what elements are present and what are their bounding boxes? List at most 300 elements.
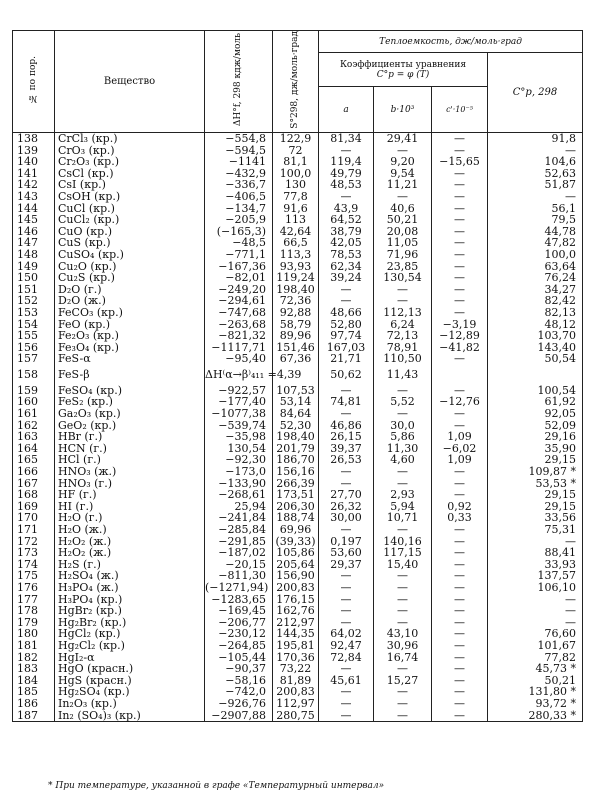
cell-dh: −742,0 [205,686,273,698]
cell-coeff-b: 117,15 [374,547,432,559]
cell-entropy: 113 [273,214,319,226]
cell-coeff-a: 0,197 [319,536,374,548]
cell-number: 162 [13,420,55,432]
cell-entropy: 205,64 [273,559,319,571]
cell-coeff-c: — [432,272,488,284]
cell-cp298: 52,09 [488,420,583,432]
cell-entropy: 52,30 [273,420,319,432]
cell-entropy: 162,76 [273,605,319,617]
col-dh-header: ΔH°f, 298 кдж/моль [205,31,273,133]
cell-cp298: 280,33 * [488,710,583,722]
cell-coeff-c: −3,19 [432,319,488,331]
cell-coeff-c: — [432,686,488,698]
cell-dh: −926,76 [205,698,273,710]
cell-dh: −263,68 [205,319,273,331]
cell-entropy: 188,74 [273,512,319,524]
cell-coeff-c: — [432,133,488,145]
cell-coeff-b: — [374,594,432,606]
cell-cp298: 44,78 [488,226,583,238]
cell-number: 146 [13,226,55,238]
cell-entropy: 89,96 [273,330,319,342]
table-row [13,466,583,478]
cell-coeff-c: 0,92 [432,501,488,513]
cell-coeff-b: 11,21 [374,179,432,191]
cell-dh: 130,54 [205,443,273,455]
cell-coeff-a: 48,53 [319,179,374,191]
cell-coeff-c: — [432,628,488,640]
cell-dh: −90,37 [205,663,273,675]
cell-coeff-c: 1,09 [432,454,488,466]
cell-dh: −406,5 [205,191,273,203]
cell-coeff-b: 130,54 [374,272,432,284]
cell-coeff-a: 92,47 [319,640,374,652]
col-c-header: c'·10⁻⁵ [432,87,488,133]
cell-dh: −1117,71 [205,342,273,354]
cell-coeff-b: 9,20 [374,156,432,168]
cell-substance: CuO (кр.) [55,226,205,238]
cell-substance: GeO₂ (кр.) [55,420,205,432]
cell-substance: HI (г.) [55,501,205,513]
cell-dh: (−1271,94) [205,582,273,594]
cell-coeff-a: 29,37 [319,559,374,571]
cell-dh: −105,44 [205,652,273,664]
cell-dh: −821,32 [205,330,273,342]
cell-coeff-a: — [319,686,374,698]
table-row [13,353,583,365]
cell-cp298: — [488,605,583,617]
cell-coeff-b: — [374,582,432,594]
cell-coeff-b: 16,74 [374,652,432,664]
cell-coeff-c: — [432,226,488,238]
cell-cp298: 29,15 [488,489,583,501]
cell-entropy: 107,53 [273,385,319,397]
cell-coeff-a: 48,66 [319,307,374,319]
cell-number: 140 [13,156,55,168]
cell-dh: −48,5 [205,237,273,249]
cell-cp298: 106,10 [488,582,583,594]
cell-number: 183 [13,663,55,675]
cell-dh: −1283,65 [205,594,273,606]
cell-dh: −771,1 [205,249,273,261]
cell-dh: −2907,88 [205,710,273,722]
cell-coeff-a: 42,05 [319,237,374,249]
cell-substance: CsCl (кр.) [55,168,205,180]
thermo-table-sheet [12,30,582,722]
cell-dh: −206,77 [205,617,273,629]
table-row [13,408,583,420]
table-row [13,640,583,652]
table-header [13,31,583,133]
cell-dh: −133,90 [205,478,273,490]
cell-substance: Cu₂S (кр.) [55,272,205,284]
cell-number: 157 [13,353,55,365]
cell-coeff-b: 11,43 [374,365,432,385]
cell-coeff-b: 4,60 [374,454,432,466]
cell-coeff-a: 167,03 [319,342,374,354]
cell-coeff-b: 110,50 [374,353,432,365]
cell-number: 138 [13,133,55,145]
cell-coeff-c: — [432,353,488,365]
cell-substance: H₂S (г.) [55,559,205,571]
cell-coeff-a: 26,53 [319,454,374,466]
cell-substance: FeS-α [55,353,205,365]
cell-number: 170 [13,512,55,524]
cell-number: 172 [13,536,55,548]
cell-coeff-c: — [432,663,488,675]
col-cp-header: C°p, 298 [488,53,583,133]
cell-number: 145 [13,214,55,226]
cell-substance: CsOH (кр.) [55,191,205,203]
cell-coeff-b: — [374,617,432,629]
cell-substance: CuS (кр.) [55,237,205,249]
cell-cp298: — [488,617,583,629]
cell-coeff-c: — [432,617,488,629]
cell-cp298: 50,21 [488,675,583,687]
cell-number: 166 [13,466,55,478]
cell-coeff-b: — [374,663,432,675]
cell-entropy: 170,36 [273,652,319,664]
cell-number: 185 [13,686,55,698]
cell-number: 167 [13,478,55,490]
cell-substance: HgI₂-α [55,652,205,664]
cell-substance: FeO (кр.) [55,319,205,331]
cell-coeff-b: 43,10 [374,628,432,640]
cell-coeff-c: — [432,547,488,559]
cell-coeff-b: 2,93 [374,489,432,501]
cell-number: 168 [13,489,55,501]
cell-cp298: 56,1 [488,203,583,215]
cell-number: 156 [13,342,55,354]
cell-substance: H₂O₂ (ж.) [55,536,205,548]
cell-number: 151 [13,284,55,296]
coeffs-header [319,53,488,87]
cell-coeff-a: — [319,408,374,420]
cell-substance: In₂ (SO₄)₃ (кр.) [55,710,205,722]
cell-coeff-a: 97,74 [319,330,374,342]
cell-coeff-c: — [432,203,488,215]
cell-coeff-a: 72,84 [319,652,374,664]
cell-substance: Hg₂Br₂ (кр.) [55,617,205,629]
cell-number: 169 [13,501,55,513]
cell-number: 141 [13,168,55,180]
cell-cp298: 92,05 [488,408,583,420]
cell-entropy: 100,0 [273,168,319,180]
cell-coeff-b: — [374,605,432,617]
cell-dh: −294,61 [205,295,273,307]
cell-coeff-a: — [319,295,374,307]
cell-entropy: (39,33) [273,536,319,548]
cell-number: 143 [13,191,55,203]
cell-substance: HCl (г.) [55,454,205,466]
cell-number: 148 [13,249,55,261]
cell-coeff-a: — [319,284,374,296]
cell-dh: −58,16 [205,675,273,687]
table-row [13,272,583,284]
cell-number: 153 [13,307,55,319]
cell-coeff-c: 1,09 [432,431,488,443]
col-substance-header: Вещество [55,31,205,133]
cell-cp298: 47,82 [488,237,583,249]
cell-dh: (−165,3) [205,226,273,238]
cell-coeff-c: — [432,710,488,722]
cell-number: 164 [13,443,55,455]
cell-substance: Fe₃O₄ (кр.) [55,342,205,354]
cell-cp298: — [488,191,583,203]
cell-cp298: 61,92 [488,396,583,408]
cell-cp298: 100,0 [488,249,583,261]
cell-cp298: 143,40 [488,342,583,354]
cell-coeff-a: 26,15 [319,431,374,443]
cell-coeff-b: 23,85 [374,261,432,273]
cell-number: 155 [13,330,55,342]
cell-coeff-b: 11,30 [374,443,432,455]
cell-coeff-a: 26,32 [319,501,374,513]
table-row [13,307,583,319]
cell-coeff-c: — [432,179,488,191]
cell-coeff-a: — [319,524,374,536]
table-row [13,214,583,226]
cell-substance: D₂O (г.) [55,284,205,296]
cell-coeff-a: 45,61 [319,675,374,687]
table-row [13,605,583,617]
cell-cp298: 45,73 * [488,663,583,675]
cell-coeff-c: — [432,652,488,664]
col-number-header: № по пор. [13,31,55,133]
cell-entropy: 200,83 [273,582,319,594]
cell-coeff-a: — [319,145,374,157]
cell-coeff-c: — [432,191,488,203]
cell-number: 142 [13,179,55,191]
cell-cp298: 82,42 [488,295,583,307]
cell-coeff-b: 71,96 [374,249,432,261]
cell-entropy: 72,36 [273,295,319,307]
coeffs-title: Коэффициенты уравнения [339,59,467,70]
cell-number: 177 [13,594,55,606]
cell-entropy: 77,8 [273,191,319,203]
cell-coeff-a: 27,70 [319,489,374,501]
cell-entropy: 81,1 [273,156,319,168]
cell-substance: CrO₃ (кр.) [55,145,205,157]
cell-cp298: 29,16 [488,431,583,443]
cell-entropy: 130 [273,179,319,191]
cell-coeff-c: — [432,466,488,478]
cell-cp298: 79,5 [488,214,583,226]
cell-substance: HNO₃ (ж.) [55,466,205,478]
cell-number: 158 [13,365,55,385]
cell-coeff-a: 81,34 [319,133,374,145]
cell-entropy: 42,64 [273,226,319,238]
cell-substance: D₂O (ж.) [55,295,205,307]
cell-dh: −205,9 [205,214,273,226]
cell-dh: −922,57 [205,385,273,397]
cell-coeff-c: — [432,214,488,226]
cell-cp298: 52,63 [488,168,583,180]
cell-coeff-c: — [432,698,488,710]
cell-entropy: 280,75 [273,710,319,722]
cell-dh: −95,40 [205,353,273,365]
cell-coeff-a: — [319,478,374,490]
cell-substance: CuSO₄ (кр.) [55,249,205,261]
cell-substance: HgCl₂ (кр.) [55,628,205,640]
cell-coeff-b: 15,27 [374,675,432,687]
cell-substance: Fe₂O₃ (кр.) [55,330,205,342]
cell-substance: HNO₃ (г.) [55,478,205,490]
cell-substance: HCN (г.) [55,443,205,455]
cell-substance: Cr₂O₃ (кр.) [55,156,205,168]
cell-coeff-a: — [319,710,374,722]
cell-coeff-a: 49,79 [319,168,374,180]
cell-substance: CrCl₃ (кр.) [55,133,205,145]
cell-cp298: 51,87 [488,179,583,191]
cell-dh: −1141 [205,156,273,168]
table-row [13,524,583,536]
coeffs-equation: C°p = φ (T) [376,69,430,80]
cell-cp298: 76,24 [488,272,583,284]
cell-dh: 25,94 [205,501,273,513]
cell-number: 149 [13,261,55,273]
cell-coeff-c: — [432,594,488,606]
cell-substance: CsI (кр.) [55,179,205,191]
cell-coeff-b: 50,21 [374,214,432,226]
cell-entropy: 122,9 [273,133,319,145]
cell-coeff-b: 140,16 [374,536,432,548]
cell-coeff-b: 40,6 [374,203,432,215]
cell-number: 161 [13,408,55,420]
table-row [13,191,583,203]
cell-cp298: 76,60 [488,628,583,640]
cell-cp298: 34,27 [488,284,583,296]
cell-number: 176 [13,582,55,594]
cell-dh: −747,68 [205,307,273,319]
cell-coeff-b: 5,52 [374,396,432,408]
cell-entropy: 206,30 [273,501,319,513]
cell-dh: −187,02 [205,547,273,559]
cell-cp298: 91,8 [488,133,583,145]
cell-number: 173 [13,547,55,559]
cell-substance: Hg₂SO₄ (кр.) [55,686,205,698]
cell-entropy: 113,3 [273,249,319,261]
cell-entropy: 212,97 [273,617,319,629]
cell-substance: Hg₂Cl₂ (кр.) [55,640,205,652]
cell-coeff-c: — [432,524,488,536]
cell-dh: −539,74 [205,420,273,432]
cell-cp298: 29,15 [488,501,583,513]
cell-cp298: 103,70 [488,330,583,342]
cell-substance: H₃PO₄ (кр.) [55,594,205,606]
cell-dh: −177,40 [205,396,273,408]
cell-coeff-a: 53,60 [319,547,374,559]
cell-coeff-a: 38,79 [319,226,374,238]
cell-entropy: 84,64 [273,408,319,420]
cell-cp298: 53,53 * [488,478,583,490]
cell-dh: −432,9 [205,168,273,180]
cell-coeff-a: — [319,617,374,629]
cell-coeff-a: — [319,466,374,478]
cell-cp298: 137,57 [488,570,583,582]
cell-coeff-a: 39,24 [319,272,374,284]
cell-coeff-c: — [432,478,488,490]
cell-coeff-b: — [374,145,432,157]
cell-coeff-c: — [432,559,488,571]
table-row [13,133,583,145]
thermo-table [12,30,583,722]
cell-coeff-b: 30,0 [374,420,432,432]
cell-cp298: 82,13 [488,307,583,319]
cell-number: 165 [13,454,55,466]
cell-dh: −134,7 [205,203,273,215]
cell-entropy: 112,97 [273,698,319,710]
table-row [13,698,583,710]
table-body [13,133,583,722]
cell-entropy: 173,51 [273,489,319,501]
cell-coeff-a: 74,81 [319,396,374,408]
cell-entropy: 156,16 [273,466,319,478]
cell-number: 154 [13,319,55,331]
cell-coeff-b: 10,71 [374,512,432,524]
cell-coeff-b: — [374,686,432,698]
cell-coeff-c: — [432,605,488,617]
cell-coeff-c: — [432,168,488,180]
cell-entropy: 73,22 [273,663,319,675]
cell-coeff-b: 11,05 [374,237,432,249]
cell-coeff-a: 64,02 [319,628,374,640]
cell-coeff-b: — [374,570,432,582]
cell-number: 171 [13,524,55,536]
cell-coeff-a: — [319,570,374,582]
cell-coeff-b: 9,54 [374,168,432,180]
cell-cp298: 100,54 [488,385,583,397]
cell-dh: −811,30 [205,570,273,582]
cell-number: 179 [13,617,55,629]
cell-substance: Ga₂O₃ (кр.) [55,408,205,420]
cell-coeff-c: — [432,675,488,687]
cell-coeff-a: — [319,385,374,397]
cell-coeff-b: — [374,710,432,722]
cell-coeff-a: — [319,663,374,675]
cell-cp298: 48,12 [488,319,583,331]
cell-entropy: 266,39 [273,478,319,490]
col-b-header: b·10³ [374,87,432,133]
cell-entropy: 91,6 [273,203,319,215]
cell-dh: −249,20 [205,284,273,296]
cell-entropy: 200,83 [273,686,319,698]
cell-dh: −35,98 [205,431,273,443]
table-row [13,710,583,722]
cell-entropy: 151,46 [273,342,319,354]
cell-entropy: 144,35 [273,628,319,640]
cell-entropy: 67,36 [273,353,319,365]
cell-entropy: 198,40 [273,431,319,443]
cell-coeff-b: 29,41 [374,133,432,145]
cell-dh: −554,8 [205,133,273,145]
cell-entropy: 92,88 [273,307,319,319]
cell-substance: CuCl (кр.) [55,203,205,215]
cell-substance: In₂O₃ (кр.) [55,698,205,710]
cell-dh: −291,85 [205,536,273,548]
table-row [13,330,583,342]
cell-entropy: 176,15 [273,594,319,606]
cell-coeff-c: — [432,295,488,307]
cell-coeff-a: 46,86 [319,420,374,432]
cell-substance: FeS-β [55,365,205,385]
cell-substance: FeS₂ (кр.) [55,396,205,408]
cell-cp298: — [488,536,583,548]
cell-coeff-a: — [319,698,374,710]
cell-dh: ΔH⁽α→β⁾₄₁₁ =4,39 [205,365,273,385]
cell-coeff-c: — [432,261,488,273]
cell-substance: H₂O (г.) [55,512,205,524]
cell-coeff-b: — [374,524,432,536]
